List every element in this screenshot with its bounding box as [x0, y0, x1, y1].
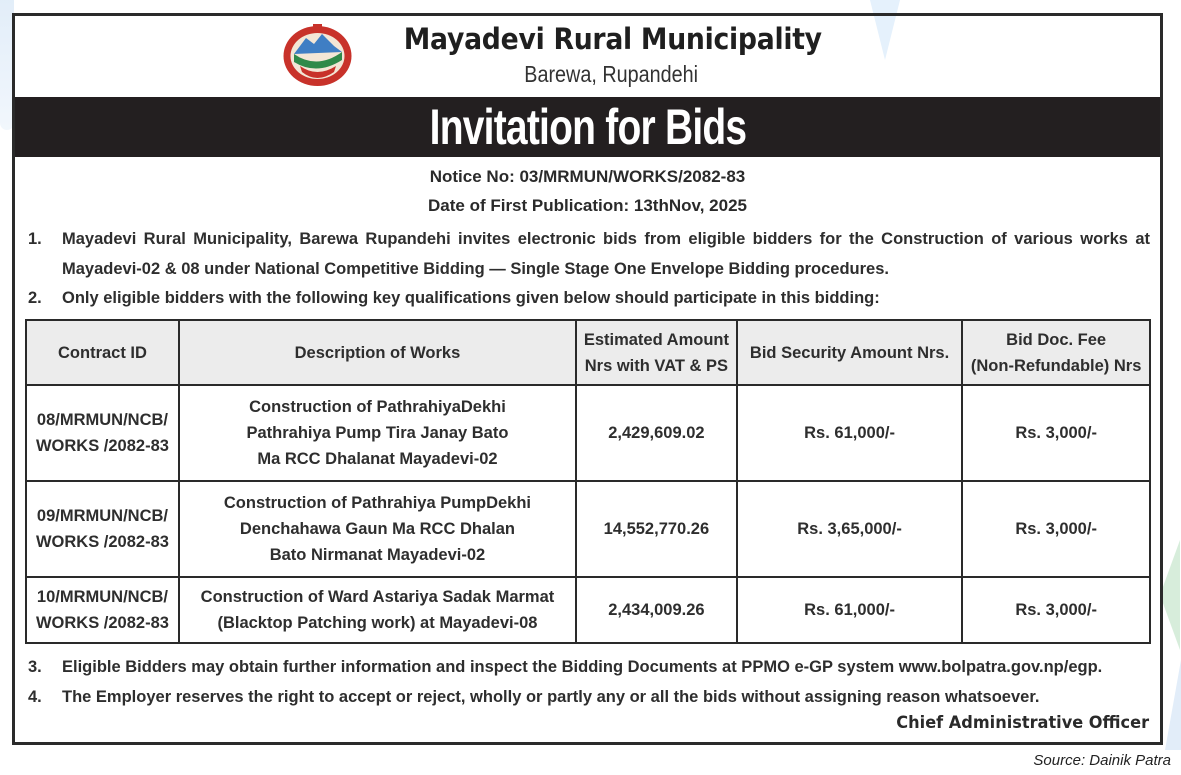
paragraph-number: 1.: [28, 230, 42, 248]
table-row: [26, 577, 1150, 643]
bid-security-cell: Rs. 61,000/-: [737, 385, 962, 481]
notice-header: [15, 16, 1160, 97]
bid-security-cell: Rs. 61,000/-: [737, 577, 962, 643]
contract-id-cell: 10/MRMUN/NCB/ WORKS /2082-83: [26, 577, 179, 643]
paragraph-2: [28, 283, 1150, 313]
watermark-decoration: [1165, 660, 1181, 750]
header-doc-fee: Bid Doc. Fee (Non-Refundable) Nrs: [962, 320, 1150, 385]
org-name: Mayadevi Rural Municipality: [403, 22, 822, 56]
paragraph-number: 2.: [28, 289, 42, 307]
header-contract-id: Contract ID: [26, 320, 179, 385]
table-row: [26, 481, 1150, 577]
doc-fee-cell: Rs. 3,000/-: [962, 385, 1150, 481]
paragraph-text: Only eligible bidders with the following key qualifications given below should participate in this bidding:: [62, 289, 880, 307]
page-title: Invitation for Bids: [429, 99, 746, 155]
paragraph-number: 4.: [28, 688, 42, 706]
contract-id-cell: 09/MRMUN/NCB/ WORKS /2082-83: [26, 481, 179, 577]
paragraph-1: [28, 224, 1150, 284]
description-cell: Construction of Pathrahiya PumpDekhi Denchahawa Gaun Ma RCC Dhalan Bato Nirmanat Mayadevi-02: [179, 481, 576, 577]
description-cell: Construction of PathrahiyaDekhi Pathrahiya Pump Tira Janay Bato Ma RCC Dhalanat Mayadevi-02: [179, 385, 576, 481]
publication-date: Date of First Publication: 13thNov, 2025: [428, 196, 747, 215]
estimated-amount-cell: 2,434,009.26: [576, 577, 737, 643]
contract-id-cell: 08/MRMUN/NCB/ WORKS /2082-83: [26, 385, 179, 481]
doc-fee-cell: Rs. 3,000/-: [962, 481, 1150, 577]
header-description: Description of Works: [179, 320, 576, 385]
estimated-amount-cell: 14,552,770.26: [576, 481, 737, 577]
paragraph-text: Mayadevi-02 & 08 under National Competitive Bidding — Single Stage One Envelope Bidding procedures.: [62, 260, 889, 278]
bids-table: [25, 319, 1151, 644]
paragraph-3: [28, 652, 1150, 682]
header-estimated-amount: Estimated Amount Nrs with VAT & PS: [576, 320, 737, 385]
signatory-title: Chief Administrative Officer: [896, 713, 1149, 733]
estimated-amount-cell: 2,429,609.02: [576, 385, 737, 481]
paragraph-text: Eligible Bidders may obtain further information and inspect the Bidding Documents at PPMO e-GP system www.bolpatra.gov.np/egp.: [62, 658, 1103, 676]
source-credit: Source: Dainik Patra: [1033, 752, 1171, 769]
bid-security-cell: Rs. 3,65,000/-: [737, 481, 962, 577]
org-location: Barewa, Rupandehi: [524, 61, 699, 87]
table-row: [26, 385, 1150, 481]
doc-fee-cell: Rs. 3,000/-: [962, 577, 1150, 643]
paragraph-4: [28, 682, 1150, 712]
title-band: [15, 97, 1160, 157]
paragraph-text: Mayadevi Rural Municipality, Barewa Rupandehi invites electronic bids from eligible bidders for the Construction of various works at: [62, 230, 1150, 248]
header-bid-security: Bid Security Amount Nrs.: [737, 320, 962, 385]
paragraph-text: The Employer reserves the right to accept or reject, wholly or partly any or all the bids without assigning reason whatsoever.: [62, 688, 1040, 706]
table-header-row: [26, 320, 1150, 385]
description-cell: Construction of Ward Astariya Sadak Marmat (Blacktop Patching work) at Mayadevi-08: [179, 577, 576, 643]
watermark-decoration: [1160, 540, 1180, 650]
paragraph-number: 3.: [28, 658, 42, 676]
notice-number: Notice No: 03/MRMUN/WORKS/2082-83: [429, 167, 746, 186]
